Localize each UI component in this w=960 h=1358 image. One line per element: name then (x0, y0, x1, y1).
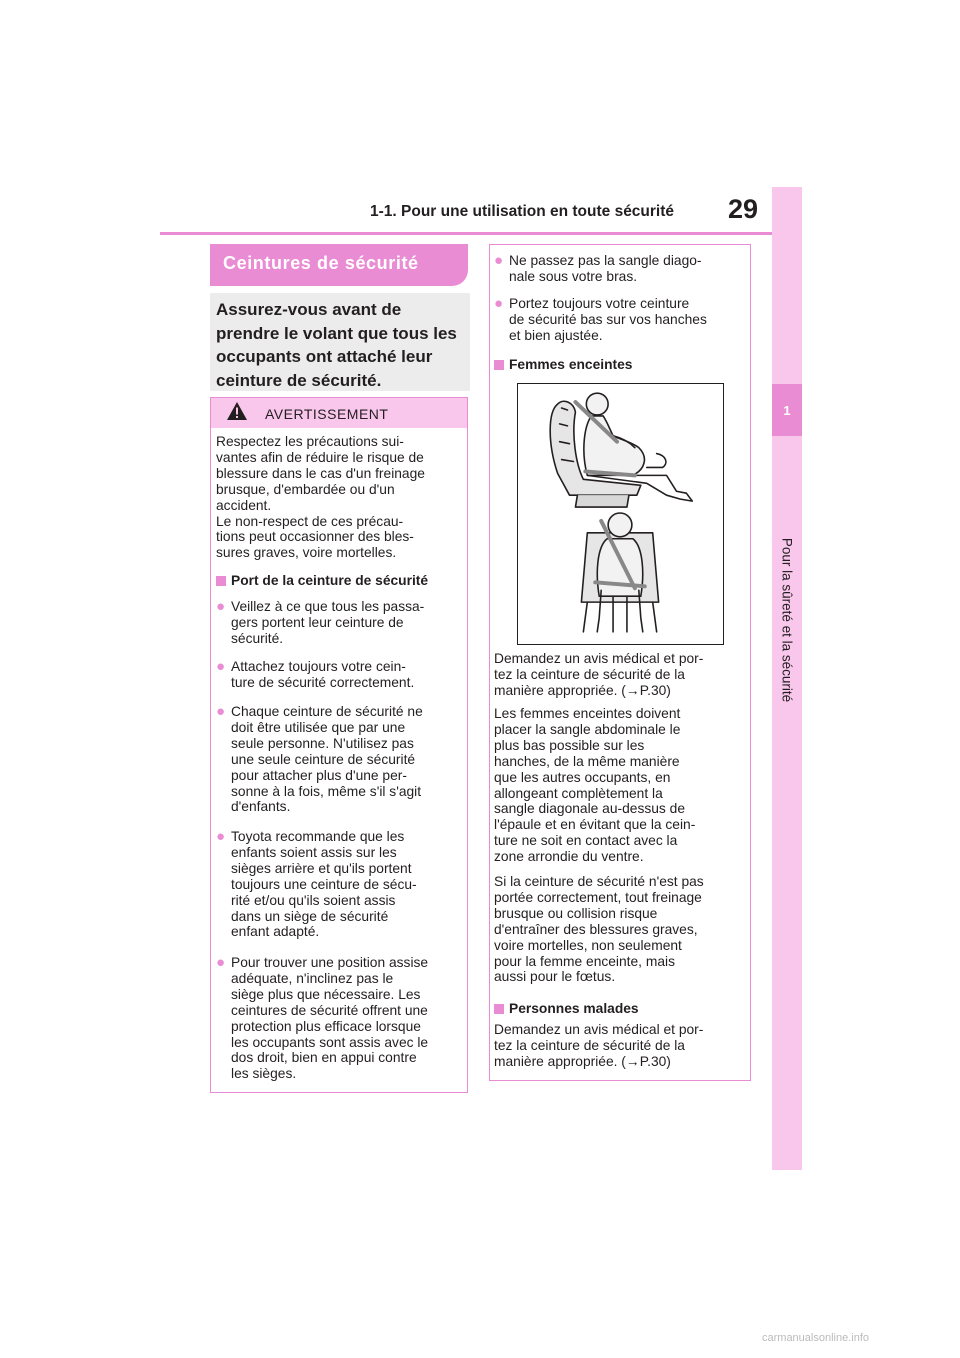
round-bullet-icon: ● (216, 598, 226, 615)
square-bullet-icon (494, 360, 504, 370)
round-bullet-icon: ● (494, 252, 504, 269)
round-bullet-icon: ● (216, 828, 226, 845)
pregnant-woman-seatbelt-illustration (517, 383, 724, 645)
sick-para: Demandez un avis médical et por- tez la ceinture de sécurité de la manière appropriée. (→P.30) (494, 1022, 704, 1069)
intro-text: Assurez-vous avant de prendre le volant que tous les occupants ont attaché leur ceinture de sécurité. (216, 300, 457, 390)
list-item: ● Pour trouver une position assise adéquate, n'inclinez pas le siège plus que nécessaire. Les ceintures de sécurité offrent une protection plus efficace lorsque les occupants sont assis avec le dos droit, bien en appui contre les sièges. (216, 954, 429, 1082)
round-bullet-icon: ● (216, 658, 226, 675)
warning-heading: Port de la ceinture de sécurité (216, 573, 466, 589)
warning-title: AVERTISSEMENT (265, 406, 389, 422)
chapter-number: 1 (772, 384, 802, 436)
list-item: ● Ne passez pas la sangle diago- nale sous votre bras. (494, 252, 702, 284)
pregnant-para-3: Si la ceinture de sécurité n'est pas portée correctement, tout freinage brusque ou collision risque d'entraîner des blessures graves, voire mortelles, non seulement pour la femme enceinte, mais aussi pour le fœtus. (494, 874, 704, 985)
round-bullet-icon: ● (216, 703, 226, 720)
round-bullet-icon: ● (494, 295, 504, 312)
topic-banner (210, 244, 468, 286)
list-item: ● Toyota recommande que les enfants soient assis sur les sièges arrière et qu'ils portent toujours une ceinture de sécu- rité et/ou qu'ils soient assis dans un siège de sécurité enfant adapté. (216, 828, 417, 940)
square-bullet-icon (216, 576, 226, 586)
list-item: ● Chaque ceinture de sécurité ne doit être utilisée que par une seule personne. N'utilisez pas une seule ceinture de sécurité pour attacher plus d'une per- sonne à la fois, même s'il s'agit d'enfants. (216, 703, 423, 815)
round-bullet-icon: ● (216, 954, 226, 971)
warning-intro: Respectez les précautions sui- vantes afin de réduire le risque de blessure dans le cas d'un freinage brusque, d'embardée ou d'un accident. Le non-respect de ces précau- tions peut occasionner des bles- sures graves, voire mortelles. (216, 434, 425, 561)
topic-title: Ceintures de sécurité (223, 253, 419, 273)
list-item: ● Veillez à ce que tous les passa- gers portent leur ceinture de sécurité. (216, 598, 425, 646)
page-number: 29 (728, 194, 759, 224)
section-title: 1-1. Pour une utilisation en toute sécurité (370, 203, 675, 220)
sick-heading: Personnes malades (494, 1001, 748, 1017)
pregnant-para-1: Demandez un avis médical et por- tez la ceinture de sécurité de la manière appropriée. (→P.30) (494, 651, 704, 698)
square-bullet-icon (494, 1004, 504, 1014)
list-item: ● Portez toujours votre ceinture de sécurité bas sur vos hanches et bien ajustée. (494, 295, 707, 343)
header-divider (160, 232, 772, 235)
list-item: ● Attachez toujours votre cein- ture de sécurité correctement. (216, 658, 415, 690)
pregnant-para-2: Les femmes enceintes doivent placer la sangle abdominale le plus bas possible sur les hanches, de la même manière que les autres occupants, en allongeant complètement la sangle diagonale au-dessus de l'épaule et en évitant que la cein- ture ne soit en contact avec la zone arrondie du ventre. (494, 706, 696, 865)
watermark-site: carmanualsonline.info (762, 1332, 870, 1344)
chapter-label: Pour la sûreté et la sécurité (779, 537, 795, 703)
warning-triangle-icon (226, 401, 248, 421)
pregnant-heading: Femmes enceintes (494, 357, 748, 373)
